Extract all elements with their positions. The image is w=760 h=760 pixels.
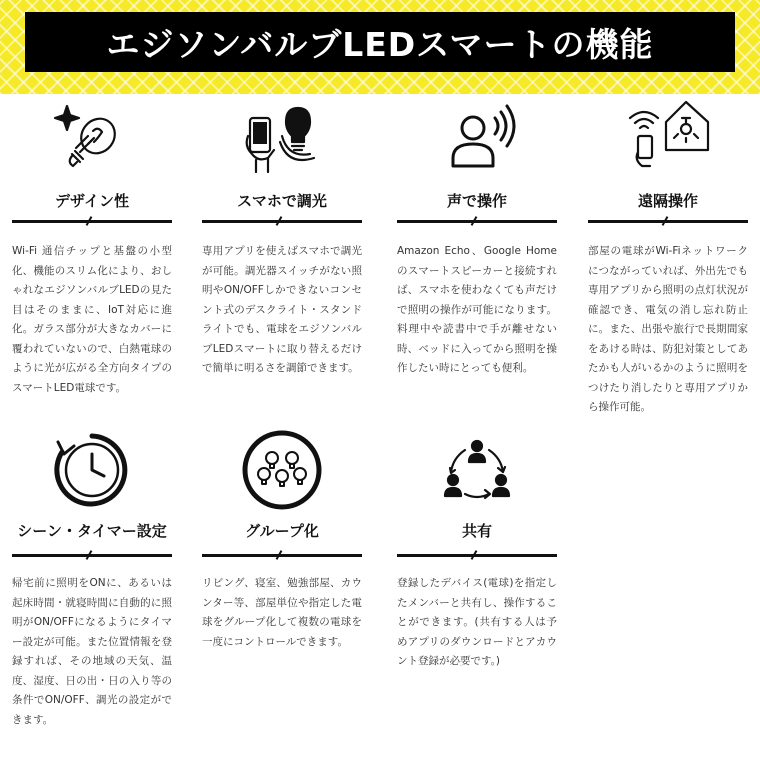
feature-label: スマホで調光 [237, 192, 327, 210]
page-title: エジソンバルブLEDスマートの機能 [25, 12, 735, 72]
title-banner [0, 0, 760, 94]
divider [202, 554, 362, 557]
feature-label: グループ化 [245, 522, 319, 540]
feature-smartphone-dimming [202, 94, 362, 454]
feature-description: 専用アプリを使えばスマホで調光が可能。調光器スイッチがない照明やON/OFFしかできないコンセント式のデスクライト・スタンドライトでも、電球をエジソンバルブLEDスマートに取り替えるだけで簡単に明るさを調節できます。 [202, 245, 362, 374]
feature-sharing [397, 428, 557, 760]
feature-label: デザイン性 [55, 192, 129, 210]
feature-grouping [202, 428, 362, 760]
feature-scene-timer [12, 428, 172, 760]
voice-icon [435, 96, 519, 180]
divider [202, 220, 362, 223]
feature-description: リビング、寝室、勉強部屋、カウンター等、部屋単位や指定した電球をグループ化して複数の電球を一度にコントロールできます。 [202, 577, 362, 648]
share-users-icon [435, 428, 519, 512]
feature-description: Wi-Fi 通信チップと基盤の小型化、機能のスリム化により、おしゃれなエジソンバルブLEDの見た目はそのままに、IoT対応に進化。ガラス部分が大きなカバーに覆われていないので、白熱電球のように光が広がる全方向タイプのスマートLED電球です。 [12, 245, 172, 394]
feature-design [12, 94, 172, 454]
feature-label: 共有 [461, 522, 492, 540]
feature-remote-control [588, 94, 748, 454]
divider [588, 220, 748, 223]
feature-label: 遠隔操作 [637, 192, 698, 210]
feature-label: 声で操作 [446, 192, 507, 210]
divider [397, 554, 557, 557]
feature-description: 部屋の電球がWi-Fiネットワークにつながっていれば、外出先でも専用アプリから照明の点灯状況が確認でき、電気の消し忘れ防止に。また、出張や旅行で長期間家をあける時は、防犯対策としてあたかも人がいるかのように照明をつけたり消したりと専用アプリから操作可能。 [588, 245, 748, 413]
timer-icon [50, 428, 134, 512]
sparkle-bulb-icon [50, 96, 134, 180]
divider [397, 220, 557, 223]
group-bulbs-icon [240, 428, 324, 512]
divider [12, 220, 172, 223]
feature-description: 帰宅前に照明をONに、あるいは起床時間・就寝時間に自動的に照明がON/OFFになるようにタイマー設定が可能。また位置情報を登録すれば、その地域の天気、温度、湿度、日の出・日の入り等の条件でON/OFF、調光の設定ができます。 [12, 577, 172, 726]
feature-label: シーン・タイマー設定 [17, 522, 167, 540]
divider [12, 554, 172, 557]
feature-voice-control [397, 94, 557, 454]
feature-description: 登録したデバイス(電球)を指定したメンバーと共有し、操作することができます。(共有する人は予めアプリのダウンロードとアカウント登録が必要です。) [397, 577, 557, 667]
feature-description: Amazon Echo、Google Homeのスマートスピーカーと接続すれば、スマホを使わなくても声だけで照明の操作が可能になります。料理中や読書中で手が離せない時、ベッドに入ってから照明を操作したい時にとっても便利。 [397, 245, 557, 374]
remote-home-icon [626, 96, 710, 180]
phone-bulb-icon [240, 96, 324, 180]
